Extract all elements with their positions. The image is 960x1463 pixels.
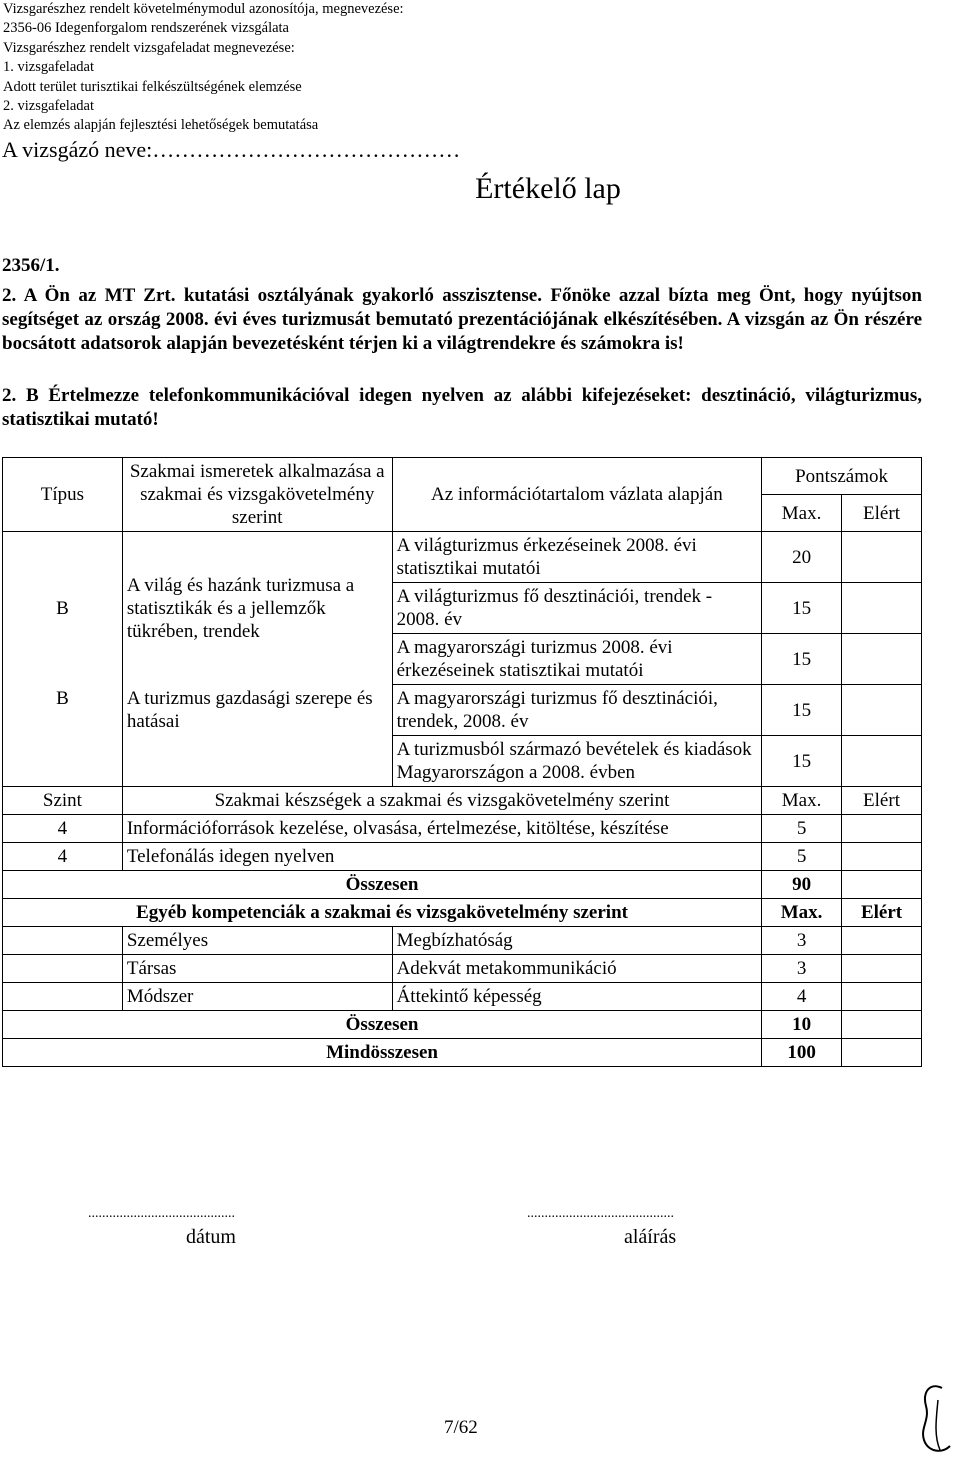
comp-kind: Módszer — [122, 983, 392, 1011]
header-line: 2. vizsgafeladat — [3, 98, 94, 115]
comp-kind: Társas — [122, 955, 392, 983]
max-cell: 3 — [762, 927, 842, 955]
achieved-cell[interactable] — [842, 634, 922, 685]
info-cell: A magyarországi turizmus fő desztinációi, trendek, 2008. év — [392, 685, 762, 736]
date-label: dátum — [186, 1226, 236, 1248]
subtotal-max: 90 — [762, 871, 842, 899]
header-achieved: Elért — [842, 899, 922, 927]
comp-name: Megbízhatóság — [392, 927, 762, 955]
comp-empty — [3, 983, 123, 1011]
achieved-cell[interactable] — [842, 532, 922, 583]
header-max: Max. — [762, 899, 842, 927]
achieved-cell[interactable] — [842, 685, 922, 736]
achieved-cell[interactable] — [842, 815, 922, 843]
level-cell: 4 — [3, 843, 123, 871]
achieved-cell[interactable] — [842, 983, 922, 1011]
achieved-cell[interactable] — [842, 843, 922, 871]
comp-name: Áttekintő képesség — [392, 983, 762, 1011]
header-max: Max. — [762, 495, 842, 532]
type-cell: B — [3, 532, 123, 685]
max-cell: 4 — [762, 983, 842, 1011]
signature-label: aláírás — [624, 1226, 677, 1248]
header-points: Pontszámok — [762, 458, 922, 495]
comp-name: Adekvát metakommunikáció — [392, 955, 762, 983]
task-a-text: 2. A Ön az MT Zrt. kutatási osztályának gyakorló asszisztense. Főnöke azzal bízta meg Önt, hogy nyújtson segítséget az ország 2008. évi éves turizmusát bemutató prezentációjának elkészítésében. A vizsgán az Ön részére bocsátott adatsorok alapján bevezetésként térjen ki a világtrendekre és számokra is! — [2, 285, 922, 354]
header-line: Vizsgarészhez rendelt követelménymodul azonosítója, megnevezése: — [3, 1, 404, 17]
knowledge-cell: A turizmus gazdasági szerepe és hatásai — [122, 685, 392, 787]
task-code: 2356/1. — [2, 255, 60, 276]
comp-empty — [3, 927, 123, 955]
header-max: Max. — [762, 787, 842, 815]
header-info: Az információtartalom vázlata alapján — [392, 458, 762, 532]
max-cell: 5 — [762, 843, 842, 871]
max-cell: 15 — [762, 634, 842, 685]
header-type: Típus — [3, 458, 123, 532]
header-level: Szint — [3, 787, 123, 815]
date-line: .......................................... — [88, 1206, 235, 1221]
header-other-competencies: Egyéb kompetenciák a szakmai és vizsgakövetelmény szerint — [3, 899, 762, 927]
skill-cell: Telefonálás idegen nyelven — [122, 843, 761, 871]
handwritten-signature-icon — [912, 1380, 956, 1460]
signature-line: .......................................... — [527, 1206, 674, 1221]
page-title: Értékelő lap — [475, 172, 621, 205]
info-cell: A világturizmus fő desztinációi, trendek - 2008. év — [392, 583, 762, 634]
comp-kind: Személyes — [122, 927, 392, 955]
max-cell: 20 — [762, 532, 842, 583]
info-cell: A világturizmus érkezéseinek 2008. évi statisztikai mutatói — [392, 532, 762, 583]
header-block — [3, 0, 404, 136]
max-cell: 15 — [762, 583, 842, 634]
header-line: Az elemzés alapján fejlesztési lehetőségek bemutatása — [3, 117, 319, 134]
subtotal-label: Összesen — [3, 871, 762, 899]
max-cell: 15 — [762, 736, 842, 787]
grand-total-max: 100 — [762, 1039, 842, 1067]
subtotal-achieved[interactable] — [842, 1011, 922, 1039]
max-cell: 3 — [762, 955, 842, 983]
level-cell: 4 — [3, 815, 123, 843]
skill-cell: Információforrások kezelése, olvasása, értelmezése, kitöltése, készítése — [122, 815, 761, 843]
subtotal-label: Összesen — [3, 1011, 762, 1039]
header-knowledge: Szakmai ismeretek alkalmazása a szakmai és vizsgakövetelmény szerint — [122, 458, 392, 532]
type-cell: B — [3, 685, 123, 787]
header-line: 1. vizsgafeladat — [3, 59, 94, 76]
grand-total-label: Mindösszesen — [3, 1039, 762, 1067]
header-line: Adott terület turisztikai felkészültségének elemzése — [3, 78, 302, 95]
achieved-cell[interactable] — [842, 736, 922, 787]
examinee-name-field: A vizsgázó neve:…………………………………… — [2, 137, 461, 162]
achieved-cell[interactable] — [842, 955, 922, 983]
header-achieved: Elért — [842, 495, 922, 532]
info-cell: A turizmusból származó bevételek és kiadások Magyarországon a 2008. évben — [392, 736, 762, 787]
knowledge-cell: A világ és hazánk turizmusa a statisztikák és a jellemzők tükrében, trendek — [122, 532, 392, 685]
achieved-cell[interactable] — [842, 583, 922, 634]
header-skills: Szakmai készségek a szakmai és vizsgakövetelmény szerint — [122, 787, 761, 815]
max-cell: 15 — [762, 685, 842, 736]
max-cell: 5 — [762, 815, 842, 843]
header-line: Vizsgarészhez rendelt vizsgafeladat megnevezése: — [3, 39, 295, 56]
comp-empty — [3, 955, 123, 983]
header-achieved: Elért — [842, 787, 922, 815]
subtotal-max: 10 — [762, 1011, 842, 1039]
task-b-text: 2. B Értelmezze telefonkommunikációval idegen nyelven az alábbi kifejezéseket: desztináció, világturizmus, statisztikai mutató! — [2, 385, 922, 430]
subtotal-achieved[interactable] — [842, 871, 922, 899]
info-cell: A magyarországi turizmus 2008. évi érkezéseinek statisztikai mutatói — [392, 634, 762, 685]
achieved-cell[interactable] — [842, 927, 922, 955]
evaluation-table — [2, 457, 922, 1067]
page-number: 7/62 — [444, 1417, 478, 1438]
header-line: 2356-06 Idegenforgalom rendszerének vizsgálata — [3, 20, 289, 37]
grand-total-achieved[interactable] — [842, 1039, 922, 1067]
